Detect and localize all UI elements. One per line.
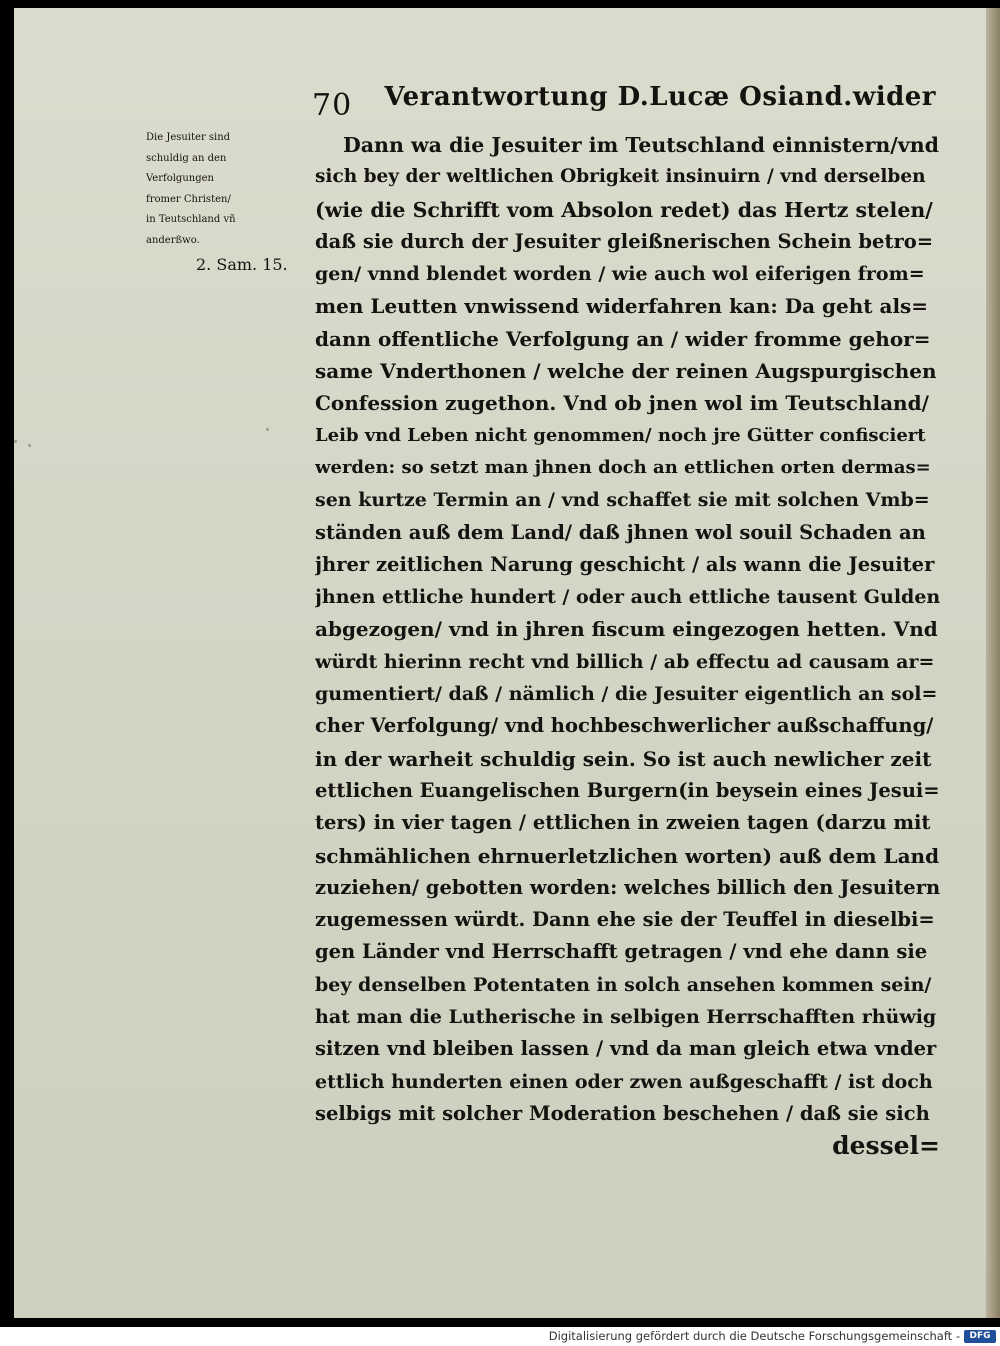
dfg-logo-icon: DFG <box>964 1330 996 1343</box>
text-line: Leib vnd Leben nicht genommen/ noch jre Gütter confisciert <box>315 424 926 446</box>
text-line: sitzen vnd bleiben lassen / vnd da man gleich etwa vnder <box>315 1037 937 1061</box>
paper-speck <box>14 440 17 443</box>
text-line: schmählichen ehrnuerletzlichen worten) auß dem Land <box>315 843 940 868</box>
text-line: selbigs mit solcher Moderation beschehen / daß sie sich <box>315 1101 930 1125</box>
text-line: würdt hierinn recht vnd billich / ab effectu ad causam ar= <box>315 650 935 673</box>
text-line: ters) in vier tagen / ettlichen in zweien tagen (darzu mit <box>315 811 931 835</box>
marginal-note <box>146 128 316 276</box>
text-line: dann offentliche Verfolgung an / wider fromme gehor= <box>315 326 931 351</box>
text-line: gen/ vnnd blendet worden / wie auch wol eiferigen from= <box>315 263 925 286</box>
text-line: bey denselben Potentaten in solch ansehen kommen sein/ <box>315 973 932 996</box>
text-line: werden: so setzt man jhnen doch an ettlichen orten dermas= <box>315 456 931 478</box>
paper-speck <box>28 444 31 447</box>
text-line: sen kurtze Termin an / vnd schaffet sie mit solchen Vmb= <box>315 489 930 512</box>
text-line: daß sie durch der Jesuiter gleißnerischen Schein betro= <box>315 229 934 253</box>
text-line: zuziehen/ gebotten worden: welches billich den Jesuitern <box>315 875 940 899</box>
text-line: gumentiert/ daß / nämlich / die Jesuiter eigentlich an sol= <box>315 683 938 706</box>
text-line: (wie die Schrifft vom Absolon redet) das Hertz stelen/ <box>315 197 933 222</box>
text-line: same Vnderthonen / welche der reinen Augspurgischen <box>315 359 937 384</box>
body-text <box>315 129 940 1163</box>
text-line: Dann wa die Jesuiter im Teutschland einnistern/vnd <box>343 133 939 157</box>
text-line: zugemessen würdt. Dann ehe sie der Teuffel in dieselbi= <box>315 908 935 932</box>
text-line: abgezogen/ vnd in jhren fiscum eingezogen hetten. Vnd <box>315 617 938 642</box>
marginal-note-line: in Teutschland vñ <box>146 214 236 225</box>
text-line: hat man die Lutherische in selbigen Herrschafften rhüwig <box>315 1006 937 1029</box>
marginal-note-line: schuldig an den <box>146 152 227 164</box>
text-line: in der warheit schuldig sein. So ist auch newlicher zeit <box>315 746 932 771</box>
text-line: ettlich hunderten einen oder zwen außgeschafft / ist doch <box>315 1070 933 1093</box>
page-header <box>312 82 936 128</box>
text-line: ständen auß dem Land/ daß jhnen wol souil Schaden an <box>315 520 926 544</box>
marginal-reference: 2. Sam. 15. <box>196 255 288 274</box>
marginal-note-line: fromer Christen/ <box>146 193 231 205</box>
text-line: jhrer zeitlichen Narung geschicht / als wann die Jesuiter <box>315 552 935 576</box>
catchword: dessel= <box>832 1131 940 1161</box>
marginal-note-line: Die Jesuiter sind <box>146 132 231 143</box>
page-number: 70 <box>312 88 353 123</box>
footer-credit: Digitalisierung gefördert durch die Deutsche Forschungsgemeinschaft - <box>548 1329 960 1343</box>
marginal-note-line: Verfolgungen <box>146 173 214 184</box>
text-line: men Leutten vnwissend widerfahren kan: Da geht als= <box>315 294 929 319</box>
text-line: gen Länder vnd Herrschafft getragen / vnd ehe dann sie <box>315 940 928 964</box>
footer-bar <box>0 1328 1000 1346</box>
text-line: sich bey der weltlichen Obrigkeit insinuirn / vnd derselben <box>315 166 926 188</box>
marginal-note-line: anderßwo. <box>146 234 200 246</box>
text-line: ettlichen Euangelischen Burgern(in beysein eines Jesui= <box>315 778 940 802</box>
page-edge <box>986 8 1000 1318</box>
running-title: Verantwortung D.Lucæ Osiand.wider <box>384 82 936 112</box>
paper-speck <box>266 428 269 431</box>
text-line: Confession zugethon. Vnd ob jnen wol im Teutschland/ <box>315 391 929 416</box>
text-line: jhnen ettliche hundert / oder auch ettliche tausent Gulden <box>315 586 940 609</box>
text-line: cher Verfolgung/ vnd hochbeschwerlicher außschaffung/ <box>315 714 934 738</box>
